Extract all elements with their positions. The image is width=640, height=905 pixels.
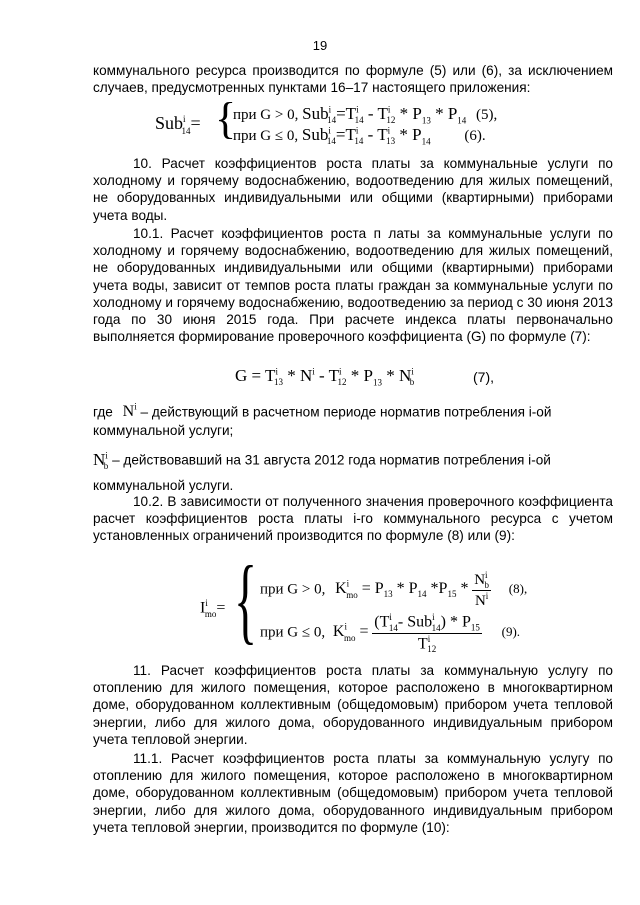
formula-8-9 xyxy=(200,546,600,655)
intro-paragraph: коммунального ресурса производится по формуле (5) или (6), за исключением случаев, предусмотренных пунктами 16–17 настоящего приложения: xyxy=(93,63,613,96)
where-definition-2: $N^i_b$ – действовавший на 31 августа 2012 года норматив потребления i-ой коммунальной услуги. xyxy=(93,449,551,494)
page-number: 19 xyxy=(312,38,328,53)
where-definition-1: где $N^i$ – действующий в расчетном периоде норматив потребления i-ой коммунальной услуги; xyxy=(93,402,552,439)
formula-lhs: Sub$^i_{14}$= xyxy=(155,113,201,136)
formula-7: $G = T^i_{13} * N^i - T^i_{12} * P_{13} * N^i_b$ (7), xyxy=(235,366,494,388)
formula-case-9: при G ≤ 0, $K^i_{mo}$ = $\frac{(T^i_{14}- Sub^i_{14}) * P_{15}}{T^i_{12}}$ (9). xyxy=(260,612,521,655)
formula-5-6 xyxy=(155,94,575,147)
formula-89-lhs: $I^i_{mo}=$ xyxy=(200,598,226,619)
paragraph-10-2: 10.2. В зависимости от полученного значения проверочного коэффициента расчет коэффициентов роста платы i-го коммунального ресурса с учетом установленных ограничений производится по формуле (8) или (9): xyxy=(93,494,613,544)
formula-brace: { xyxy=(215,94,237,143)
formula-case-6: при G ≤ 0, $Sub^i_{14}=T^i_{14} - T^i_{13} * P_{14}$ (6). xyxy=(233,125,486,147)
formula-89-brace: { xyxy=(234,546,258,653)
paragraph-10: 10. Расчет коэффициентов роста платы за коммунальные услуги по холодному и горячему водоснабжению, водоотведению для жилых помещений, не оборудованных индивидуальными или общими (квартирными) приборами учета воды. xyxy=(93,156,613,223)
symbol-n-i: $N^i$ xyxy=(122,402,137,421)
formula-case-5: при G > 0, $Sub^i_{14}=T^i_{14} - T^i_{12} * P_{13} * P_{14}$ (5), xyxy=(233,104,498,126)
paragraph-10-1: 10.1. Расчет коэффициентов роста п латы за коммунальные услуги по холодному и горячему водоснабжению, водоотведению для жилых помещений, не оборудованных индивидуальными или общими (квартирными) приборами учета воды, зависит от темпов роста платы граждан за коммунальные услуги по холодному и горячему водоснабжению, водоотведению за период с 30 июня 2013 года по 30 июня 2015 года. При расчете индекса платы первоначально выполняется формирование проверочного коэффициента (G) по формуле (7): xyxy=(93,226,613,345)
paragraph-11-1: 11.1. Расчет коэффициентов роста платы за коммунальную услугу по отоплению для жилого помещения, которое расположено в многоквартирном доме, оборудованном коллективным (общедомовым) прибором учета тепловой энергии, либо для жилого дома, оборудованного индивидуальным прибором учета тепловой энергии, производится по формуле (10): xyxy=(93,751,613,835)
paragraph-11: 11. Расчет коэффициентов роста платы за коммунальную услугу по отоплению для жилого помещения, которое расположено в многоквартирном доме, оборудованном коллективным (общедомовым) прибором учета тепловой энергии, либо для жилого дома, оборудованного индивидуальным прибором учета тепловой энергии. xyxy=(93,663,613,747)
formula-case-8: при G > 0, $K^i_{mo} = P_{13} * P_{14}$ $*P_{15}$ * $\frac{N^i_b}{N^i}$ (8), xyxy=(260,570,528,609)
symbol-n-b: $N^i_b$ xyxy=(93,449,109,472)
